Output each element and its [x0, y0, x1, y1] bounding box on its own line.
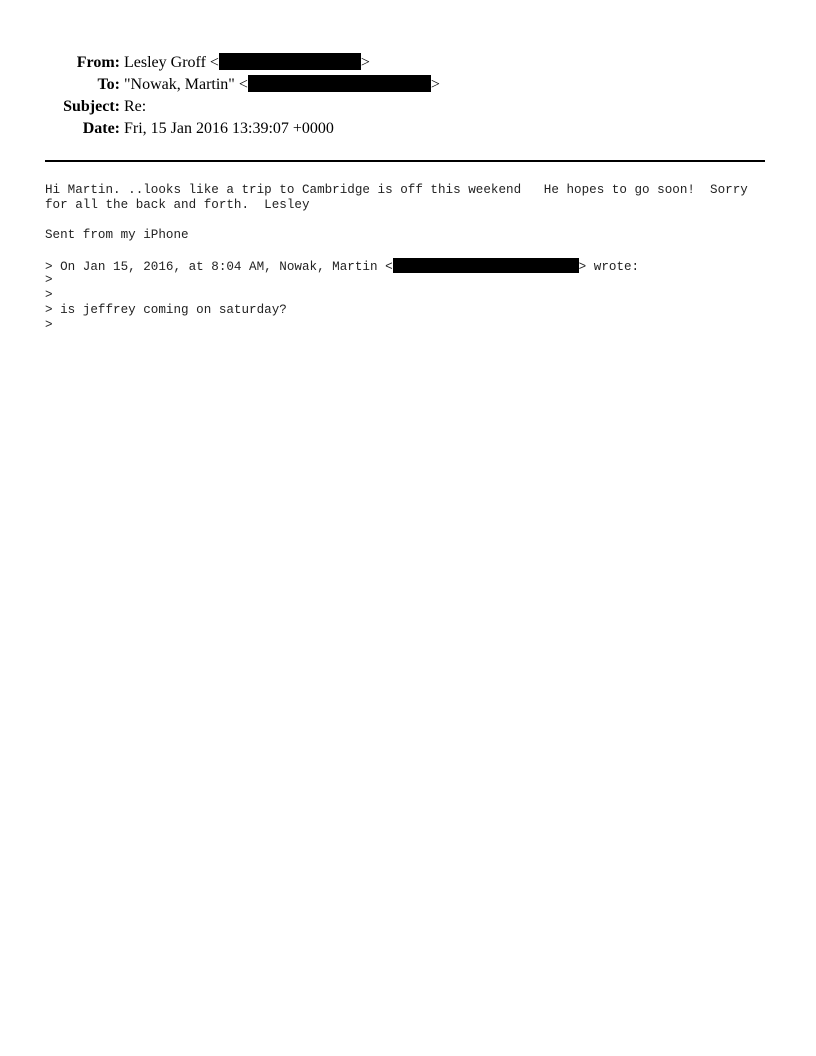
from-row — [0, 52, 816, 74]
header-divider — [45, 160, 765, 162]
quote-intro-text: > On Jan 15, 2016, at 8:04 AM, Nowak, Martin < — [45, 260, 393, 274]
to-row — [0, 74, 816, 96]
subject-label: Subject: — [63, 98, 120, 115]
quote-line: > — [45, 288, 53, 302]
quote-intro-close: > wrote: — [578, 260, 640, 274]
from-close: > — [360, 54, 370, 71]
redaction-block — [248, 75, 431, 92]
email-body — [45, 183, 785, 333]
to-name: "Nowak, Martin" < — [124, 76, 248, 93]
redaction-block — [219, 53, 361, 70]
to-value — [124, 74, 440, 96]
quote-line: > — [45, 318, 53, 332]
quote-intro-line — [45, 258, 785, 273]
to-label: To: — [97, 76, 120, 93]
subject-row — [0, 96, 816, 118]
body-line: for all the back and forth. Lesley — [45, 198, 310, 212]
subject-value: Re: — [124, 98, 147, 115]
redaction-block — [393, 258, 579, 273]
date-label: Date: — [82, 120, 120, 137]
email-header — [0, 52, 816, 140]
date-row — [0, 118, 816, 140]
blank-line — [45, 243, 785, 258]
date-value: Fri, 15 Jan 2016 13:39:07 +0000 — [124, 120, 334, 137]
quote-line: > — [45, 273, 53, 287]
from-label: From: — [76, 54, 120, 71]
body-line: Hi Martin. ..looks like a trip to Cambridge is off this weekend He hopes to go soon! Sorry — [45, 183, 748, 197]
from-value — [124, 52, 370, 74]
from-name: Lesley Groff < — [124, 54, 219, 71]
signature-line: Sent from my iPhone — [45, 228, 189, 242]
quote-line: > is jeffrey coming on saturday? — [45, 303, 287, 317]
blank-line — [45, 213, 785, 228]
to-close: > — [430, 76, 440, 93]
